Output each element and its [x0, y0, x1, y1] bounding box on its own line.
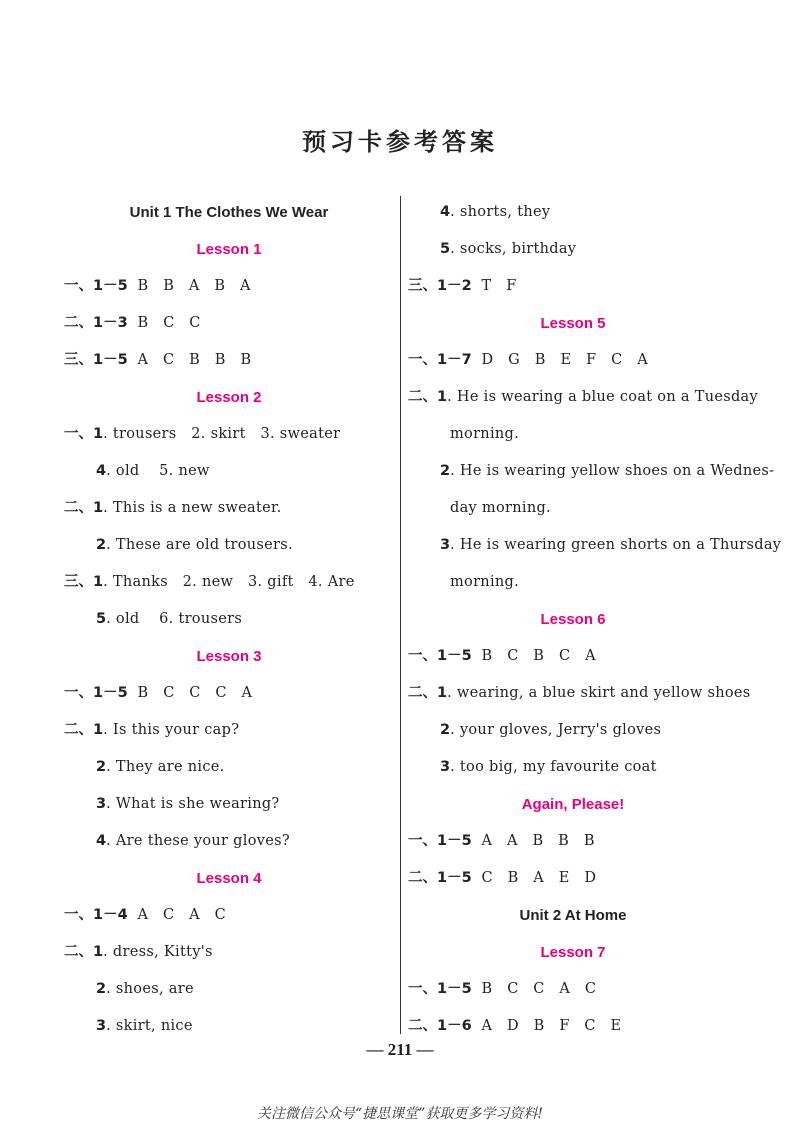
answer-text: . They are nice. — [106, 759, 225, 775]
answer-text: day morning. — [450, 500, 551, 516]
answer-text: A D B F C E — [471, 1018, 622, 1034]
answer-line — [64, 601, 394, 638]
answer-line — [408, 453, 775, 490]
answer-line — [64, 342, 394, 379]
answer-text: . old 5. new — [106, 463, 210, 479]
answer-label: 三、1－5 — [64, 352, 128, 368]
lesson-heading: Lesson 6 — [540, 611, 606, 628]
answer-line — [408, 675, 751, 712]
answer-label: 2 — [96, 537, 107, 553]
answer-text: . skirt, nice — [106, 1018, 193, 1034]
lesson-heading: Lesson 7 — [540, 944, 606, 961]
answer-text: C B A E D — [471, 870, 597, 886]
answer-label: 一、1－5 — [408, 981, 472, 997]
lesson-heading: Again, Please! — [521, 796, 625, 813]
answer-line — [408, 342, 738, 379]
answer-label: 二、1－5 — [408, 870, 472, 886]
answer-text: A C A C — [127, 907, 227, 923]
answer-text: . These are old trousers. — [106, 537, 293, 553]
answer-label: 三、1 — [64, 574, 104, 590]
answer-text: . too big, my favourite coat — [450, 759, 657, 775]
answer-text: . He is wearing yellow shoes on a Wednes- — [450, 463, 775, 479]
answer-label: 二、1 — [64, 722, 104, 738]
answer-text: A A B B B — [471, 833, 595, 849]
left-column — [64, 194, 394, 1045]
footer-note: 关注微信公众号“捷思课堂”获取更多学习资料! — [257, 1106, 543, 1122]
answer-text: B C C A C — [471, 981, 597, 997]
answer-text: morning. — [450, 426, 520, 442]
answer-text: B C C C A — [127, 685, 253, 701]
answer-line — [64, 527, 394, 564]
answer-line — [64, 971, 394, 1008]
answer-text: T F — [471, 278, 517, 294]
answer-line — [408, 823, 738, 860]
answer-label: 二、1－6 — [408, 1018, 472, 1034]
answer-text: A C B B B — [127, 352, 252, 368]
lesson-heading: Lesson 3 — [196, 648, 262, 665]
answer-label: 二、1 — [64, 944, 104, 960]
answer-line — [64, 305, 394, 342]
answer-label: 一、1－4 — [64, 907, 128, 923]
answer-text: . shoes, are — [106, 981, 194, 997]
lesson-heading: Lesson 1 — [196, 241, 262, 258]
answer-line — [64, 823, 394, 860]
answer-text: D G B E F C A — [471, 352, 649, 368]
answer-label: 一、1－7 — [408, 352, 472, 368]
unit-heading: Unit 1 The Clothes We Wear — [129, 204, 329, 221]
answer-text: . old 6. trousers — [106, 611, 243, 627]
answer-label: 3 — [96, 1018, 107, 1034]
answer-line — [64, 564, 394, 601]
answer-line — [64, 416, 394, 453]
answer-label: 二、1－3 — [64, 315, 128, 331]
answer-line — [64, 786, 394, 823]
answer-text: B C B C A — [471, 648, 596, 664]
page-title: 预习卡参考答案 — [302, 128, 498, 156]
answer-line — [408, 527, 782, 564]
answer-label: 4 — [96, 833, 107, 849]
answer-label: 2 — [96, 981, 107, 997]
answer-label: 3 — [440, 759, 451, 775]
answer-line — [408, 712, 738, 749]
answer-line — [408, 231, 738, 268]
answer-label: 二、1 — [408, 685, 448, 701]
answer-text: . He is wearing a blue coat on a Tuesday — [447, 389, 758, 405]
answer-label: 2 — [440, 463, 451, 479]
answer-label: 3 — [440, 537, 451, 553]
lesson-heading: Lesson 5 — [540, 315, 606, 332]
answer-text: B C C — [127, 315, 201, 331]
answer-line — [64, 712, 394, 749]
answer-text: . dress, Kitty's — [103, 944, 213, 960]
answer-label: 5 — [96, 611, 107, 627]
unit-heading: Unit 2 At Home — [519, 907, 627, 924]
answer-text: . shorts, they — [450, 204, 551, 220]
answer-text: . What is she wearing? — [106, 796, 280, 812]
answer-line — [64, 934, 394, 971]
answer-line — [64, 897, 394, 934]
answer-label: 一、1－5 — [408, 648, 472, 664]
right-column — [408, 194, 782, 1045]
answer-line — [64, 268, 394, 305]
answer-continuation — [408, 564, 738, 601]
answer-label: 二、1 — [408, 389, 448, 405]
answer-label: 4 — [440, 204, 451, 220]
answer-label: 一、1 — [64, 426, 104, 442]
answer-line — [408, 638, 738, 675]
lesson-heading: Lesson 4 — [196, 870, 262, 887]
column-divider — [400, 196, 401, 1034]
answer-label: 一、1－5 — [64, 685, 128, 701]
answer-label: 5 — [440, 241, 451, 257]
answer-line — [64, 453, 394, 490]
answer-text: B B A B A — [127, 278, 251, 294]
answer-label: 3 — [96, 796, 107, 812]
answer-label: 一、1－5 — [64, 278, 128, 294]
answer-line — [408, 379, 758, 416]
answer-continuation — [408, 416, 738, 453]
answer-line — [64, 490, 394, 527]
answer-text: . Is this your cap? — [103, 722, 240, 738]
answer-line — [64, 675, 394, 712]
lesson-heading: Lesson 2 — [196, 389, 262, 406]
answer-line — [408, 268, 738, 305]
answer-label: 2 — [96, 759, 107, 775]
answer-label: 三、1－2 — [408, 278, 472, 294]
answer-text: . Thanks 2. new 3. gift 4. Are — [103, 574, 355, 590]
answer-line — [408, 971, 738, 1008]
answer-text: . socks, birthday — [450, 241, 577, 257]
answer-text: . He is wearing green shorts on a Thursday — [450, 537, 782, 553]
answer-text: . This is a new sweater. — [103, 500, 282, 516]
answer-line — [408, 749, 738, 786]
answer-text: . Are these your gloves? — [106, 833, 290, 849]
answer-text: . trousers 2. skirt 3. sweater — [103, 426, 341, 442]
answer-label: 2 — [440, 722, 451, 738]
answer-continuation — [408, 490, 738, 527]
answer-label: 二、1 — [64, 500, 104, 516]
answer-text: morning. — [450, 574, 520, 590]
answer-line — [64, 749, 394, 786]
answer-label: 4 — [96, 463, 107, 479]
answer-label: 一、1－5 — [408, 833, 472, 849]
answer-text: . wearing, a blue skirt and yellow shoes — [447, 685, 751, 701]
answer-text: . your gloves, Jerry's gloves — [450, 722, 662, 738]
answer-line — [408, 860, 738, 897]
page-number: — 211 — — [366, 1040, 434, 1059]
answer-line — [408, 194, 738, 231]
